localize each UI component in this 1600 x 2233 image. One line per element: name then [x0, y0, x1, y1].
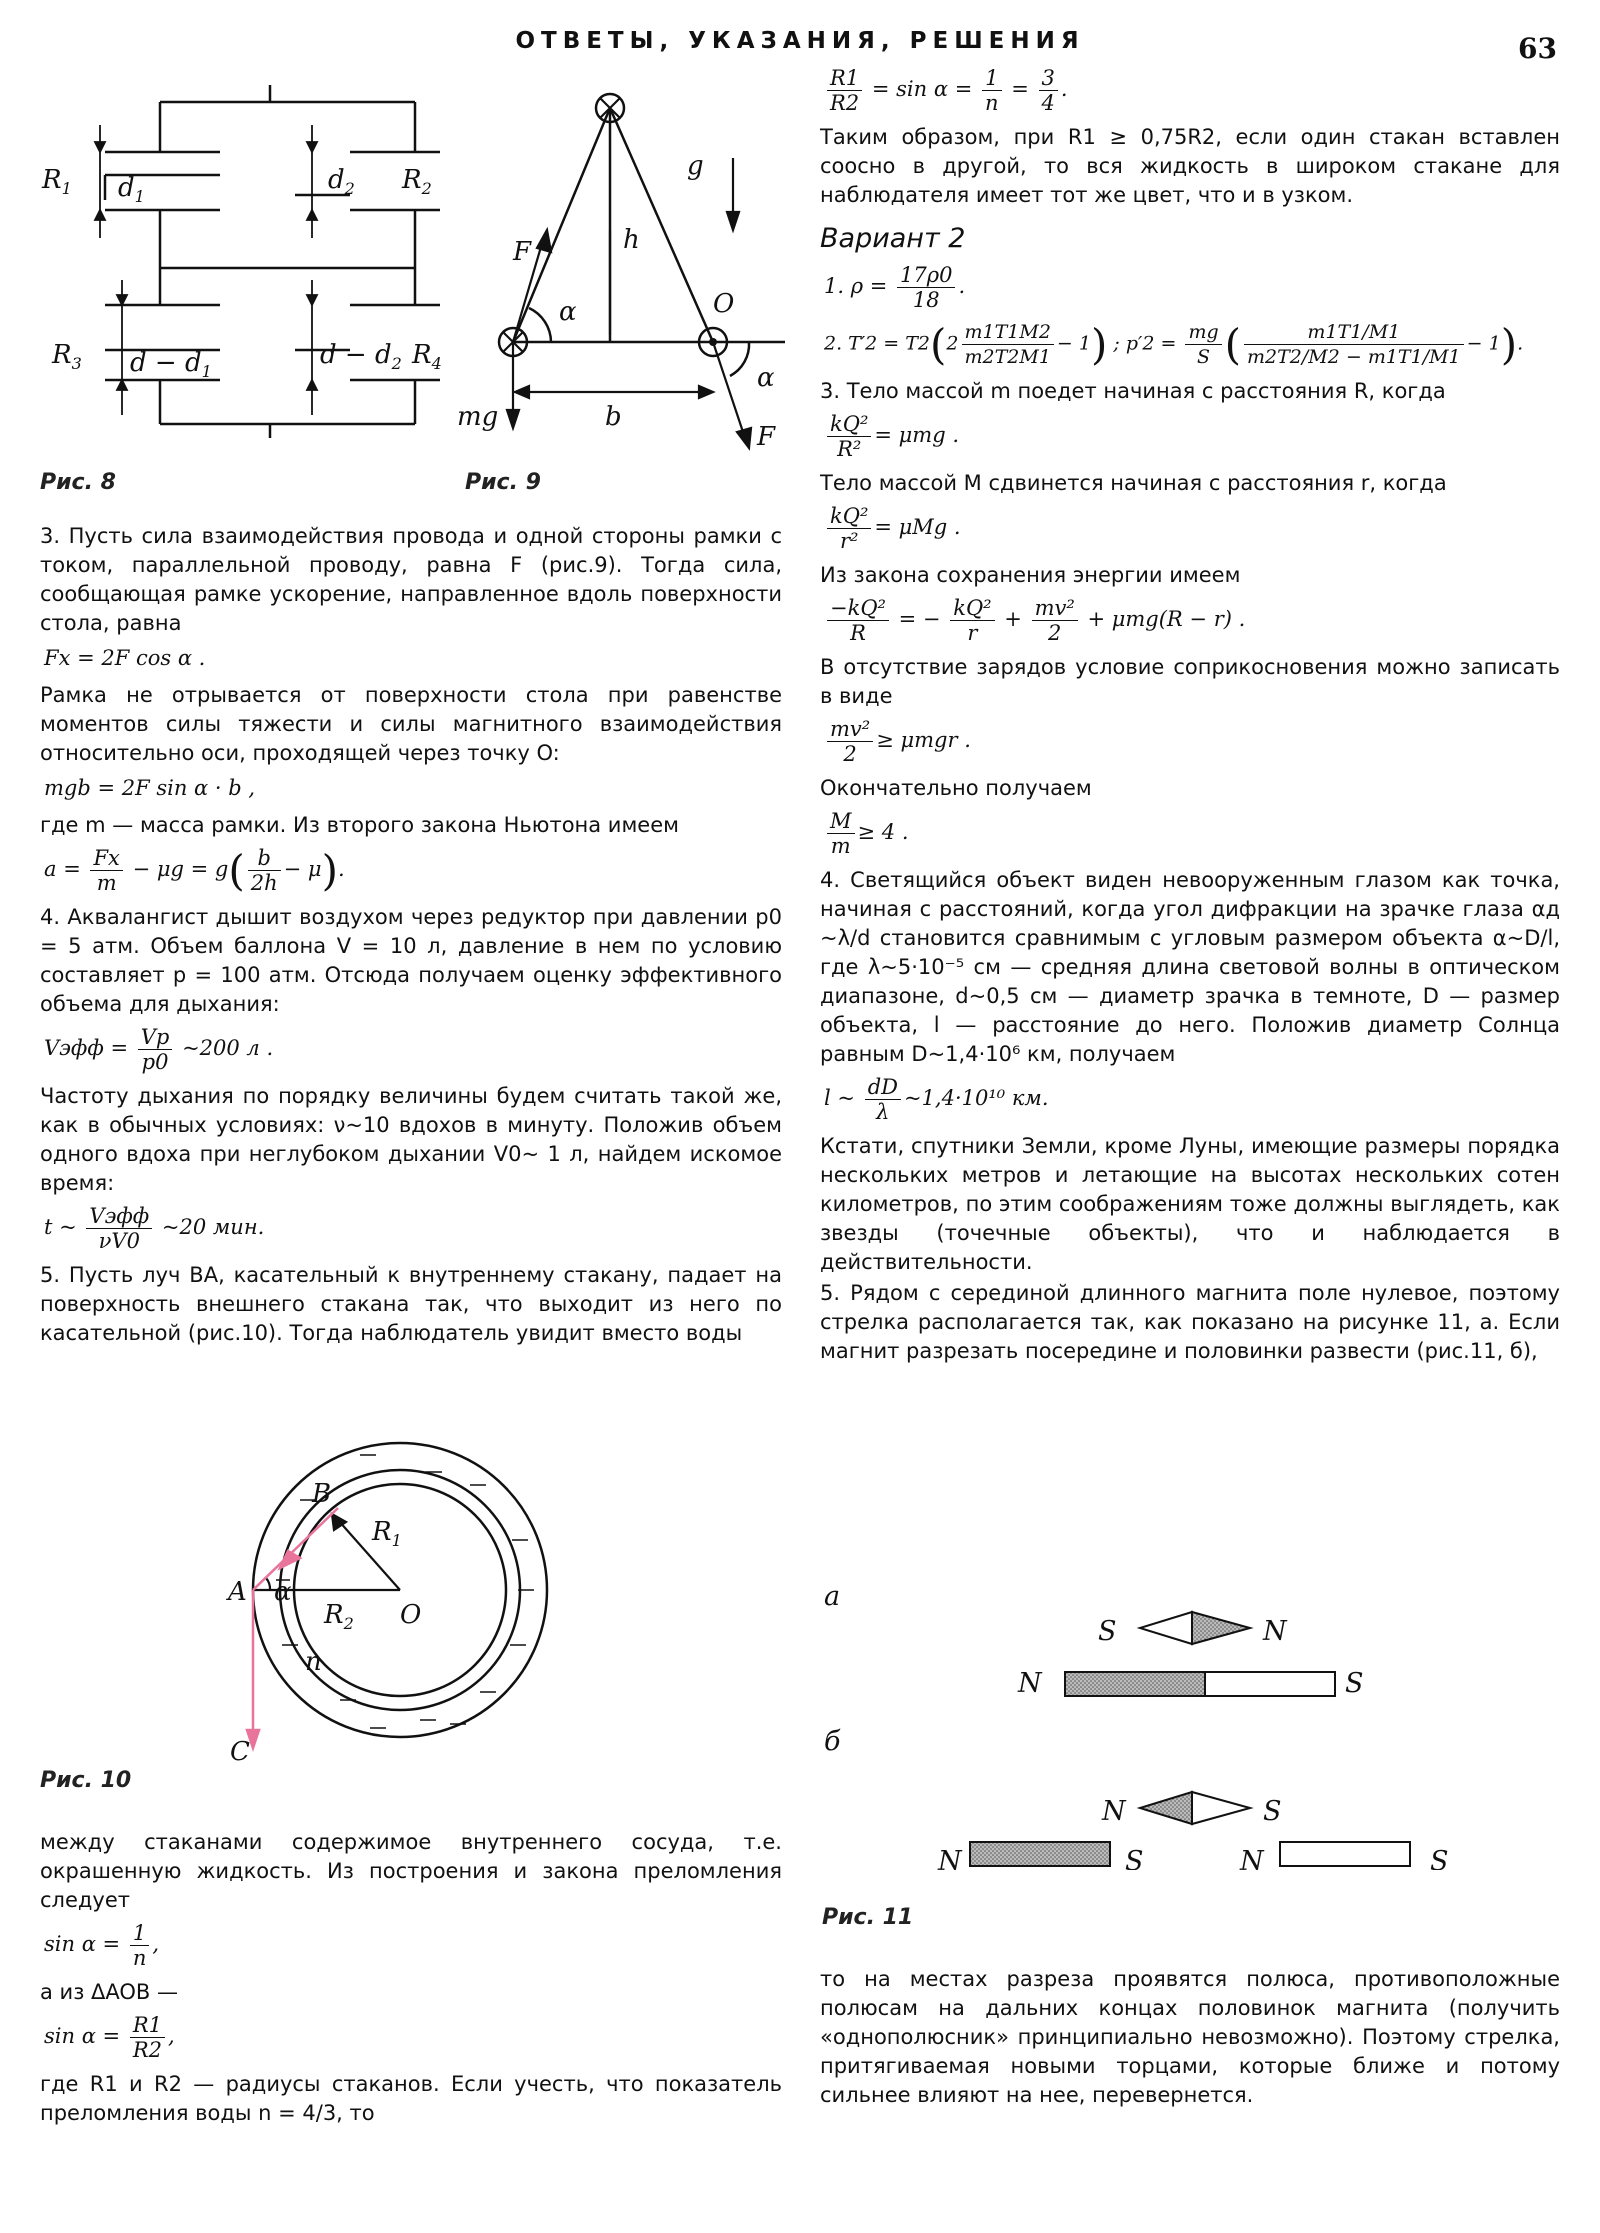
- part-a-label: а: [824, 1581, 841, 1612]
- magnet-a-right-half: [1205, 1672, 1335, 1696]
- needle-b-S: S: [1263, 1796, 1282, 1827]
- needle-a-shaded: [1192, 1612, 1250, 1644]
- magnet-b-left: [970, 1842, 1110, 1866]
- solution-5-conclusion: Таким образом, при R1 ≥ 0,75R2, если один стакан вставлен соосно в другой, то вся жидкость в широком стакане для наблюдателя имеет тот же цвет, что и в узком.: [820, 125, 1560, 207]
- solution-4: 4. Аквалангист дышит воздухом через редуктор при давлении p0 = 5 атм. Объем баллона V = 10 л, давление в нем по условию составляет p = 100 атм. Отсюда получаем оценку эффективного объема для дыхания:: [40, 905, 782, 1016]
- formula-v-eff: Vэфф = $\frac{Vp}{p0}$ ~200 л .: [44, 1025, 274, 1074]
- formula-ratio: $\frac{R1}{R2}$ = sin α = $\frac{1}{n}$ = $\frac{3}{4}$ .: [824, 66, 1560, 115]
- answer-3-mass-m: Тело массой M сдвинется начиная с расстояния r, когда: [820, 471, 1447, 495]
- caption-fig11: Рис. 11: [822, 1905, 914, 1930]
- label-b: b: [605, 402, 622, 432]
- solution-5-radii: где R1 и R2 — радиусы стаканов. Если учесть, что показатель преломления воды n = 4/3, то: [40, 2072, 782, 2125]
- label-A: A: [228, 1577, 247, 1607]
- magnet-a-S: S: [1345, 1668, 1364, 1699]
- label-B: B: [312, 1479, 332, 1509]
- answer-3-energy: Из закона сохранения энергии имеем: [820, 563, 1241, 587]
- caption-fig8: Рис. 8: [40, 470, 116, 495]
- formula-mass-ratio: $\frac{M}{m}$ ≥ 4 .: [824, 809, 1560, 858]
- label-C: C: [230, 1737, 250, 1767]
- needle-a-S: S: [1098, 1616, 1117, 1647]
- label-R1: $R_1$: [42, 165, 72, 198]
- label-R3: $R_3$: [52, 340, 82, 373]
- label-O: O: [713, 289, 735, 319]
- answer-3-intro: 3. Тело массой m поедет начиная с расстояния R, когда: [820, 379, 1446, 403]
- solution-3: 3. Пусть сила взаимодействия провода и одной стороны рамки с током, параллельной проводу, равна F (рис.9). Тогда сила, сообщающая рамке ускорение, направленное вдоль поверхности стола, равна: [40, 524, 782, 635]
- answer-5-conclusion: то на местах разреза проявятся полюса, противоположные полюсам на дальних концах половинок магнита (получить «однополюсник» принципиально невозможно). Поэтому стрелка, притягиваемая новыми торцами, которые ближе и потому сильнее влияют на нее, перевернется.: [820, 1967, 1560, 2107]
- label-d2: $d_2$: [328, 165, 355, 198]
- page-number: 63: [1518, 32, 1557, 65]
- answer-3-final: Окончательно получаем: [820, 776, 1092, 800]
- figure-11-magnets: [820, 1570, 1560, 1870]
- formula-sin-n: sin α = $\frac{1}{n}$ ,: [44, 1921, 160, 1970]
- label-d1: $d_1$: [118, 173, 145, 206]
- answer-4-satellites: Кстати, спутники Земли, кроме Луны, имеющие размеры порядка нескольких метров и летающие на высотах нескольких сотен километров, по этим соображениям тоже должны выглядеть, как звезды (точечные объекты), что и наблюдается в действительности.: [820, 1134, 1560, 1274]
- answer-2: 2. T′2 = T2(2 $\frac{m1T1M2}{m2T2M1}$ − 1) ; p′2 = $\frac{mg}{S}$ ( $\frac{m1T1/M1}{m2T2/M2 - m1T1/M1}$ − 1).: [824, 320, 1524, 369]
- label-h: h: [623, 225, 640, 255]
- label-O: O: [400, 1600, 422, 1630]
- variant-2-heading: Вариант 2: [820, 223, 966, 254]
- part-b-label: б: [824, 1726, 841, 1757]
- needle-b-N: N: [1102, 1796, 1126, 1827]
- label-d-minus-d2: $d - d_2$: [320, 340, 402, 373]
- label-mg: mg: [457, 402, 499, 432]
- label-d-minus-d1: $d - d_1$: [130, 348, 212, 381]
- magnet-b-left-N: N: [938, 1846, 962, 1870]
- magnet-b-right: [1280, 1842, 1410, 1866]
- caption-fig9: Рис. 9: [465, 470, 541, 495]
- answer-3-contact: В отсутствие зарядов условие соприкосновения можно записать в виде: [820, 655, 1560, 708]
- needle-b-white: [1192, 1792, 1250, 1824]
- formula-acceleration: a = $\frac{Fx}{m}$ − μg = g( $\frac{b}{2h}$ − μ).: [44, 846, 345, 895]
- right-column-bottom: [820, 1965, 1560, 2112]
- solution-4-breathing: Частоту дыхания по порядку величины будем считать такой же, как в обычных условиях: ν~10 вдохов в минуту. Положив объем одного вдоха при неглубоком дыхании V0~ 1 л, найдем искомое время:: [40, 1084, 782, 1195]
- formula-distance: l ~ $\frac{dD}{\lambda}$ ~1,4·10¹⁰ км.: [824, 1075, 1049, 1124]
- caption-fig10: Рис. 10: [40, 1768, 132, 1793]
- formula-fx: Fx = 2F cos α .: [44, 646, 206, 670]
- left-column-top: [40, 522, 782, 1350]
- running-header: ОТВЕТЫ, УКАЗАНИЯ, РЕШЕНИЯ: [515, 28, 1085, 54]
- label-g: g: [687, 151, 704, 181]
- solution-3-newton: где m — масса рамки. Из второго закона Ньютона имеем: [40, 813, 679, 837]
- needle-b-shaded: [1140, 1792, 1192, 1824]
- figure-9-frame: [455, 80, 815, 460]
- solution-5-observer: между стаканами содержимое внутреннего сосуда, т.е. окрашенную жидкость. Из построения и закона преломления следует: [40, 1830, 782, 1912]
- figure-10-glasses: [220, 1430, 580, 1770]
- formula-kq-small-r: $\frac{\text{kQ²}}{\text{r²}}$ = μMg .: [824, 504, 1560, 553]
- solution-3-moment: Рамка не отрывается от поверхности стола при равенстве моментов силы тяжести и силы магнитного взаимодействия относительно оси, проходящей через точку O:: [40, 683, 782, 765]
- magnet-b-right-S: S: [1430, 1846, 1449, 1870]
- label-F-left: F: [513, 237, 532, 267]
- label-R4: $R_4$: [412, 340, 442, 373]
- label-R1: $R_1$: [372, 1517, 402, 1550]
- label-n: n: [305, 1647, 322, 1677]
- formula-kq-r: $\frac{\text{kQ²}}{\text{R²}}$ = μmg .: [824, 412, 1560, 461]
- formula-time: t ~ $\frac{\text{Vэфф}}{\nu V0}$ ~20 мин.: [44, 1204, 265, 1253]
- answer-4: 4. Светящийся объект виден невооруженным глазом как точка, начиная с расстояний, когда угол дифракции на зрачке глаза αд ~λ/d становится сравнимым с угловым размером объекта α~D/l, где λ~5·10⁻⁵ см — средняя длина световой волны в оптическом диапазоне, d~0,5 см — диаметр зрачка в темноте, D — размер объекта, l — расстояние до него. Положив диаметр Солнца равным D~1,4·10⁶ км, получаем: [820, 868, 1560, 1066]
- magnet-a-left-half: [1065, 1672, 1205, 1696]
- answer-1: 1. ρ = $\frac{17\rho 0}{18}$ .: [824, 263, 966, 312]
- magnet-a-N: N: [1018, 1668, 1042, 1699]
- right-column: [820, 66, 1560, 1368]
- formula-sin-r: sin α = $\frac{R1}{R2}$ ,: [44, 2013, 175, 2062]
- left-column-bottom: [40, 1828, 782, 2130]
- solution-5-triangle: а из ΔAOB —: [40, 1980, 179, 2004]
- needle-a-N: N: [1263, 1616, 1287, 1647]
- magnet-b-left-S: S: [1125, 1846, 1144, 1870]
- label-alpha: α: [274, 1577, 292, 1607]
- needle-a-white: [1140, 1612, 1192, 1644]
- label-R2: $R_2$: [324, 1600, 354, 1633]
- label-F-right: F: [757, 422, 776, 452]
- solution-5: 5. Пусть луч BA, касательный к внутреннему стакану, падает на поверхность внешнего стакана так, что выходит из него по касательной (рис.10). Тогда наблюдатель увидит вместо воды: [40, 1263, 782, 1345]
- figure-8-circuit: [30, 80, 450, 440]
- label-R2: $R_2$: [402, 165, 432, 198]
- formula-moment: mgb = 2F sin α · b ,: [44, 776, 256, 800]
- label-alpha-right: α: [757, 363, 775, 393]
- label-alpha-left: α: [559, 297, 577, 327]
- magnet-b-right-N: N: [1240, 1846, 1264, 1870]
- formula-contact: $\frac{\text{mv²}}{2}$ ≥ μmgr .: [824, 717, 1560, 766]
- answer-5: 5. Рядом с серединой длинного магнита поле нулевое, поэтому стрелка располагается так, как показано на рисунке 11, а. Если магнит разрезать посередине и половинки развести (рис.11, б),: [820, 1281, 1560, 1363]
- formula-energy: $\frac{\text{−kQ²}}{R}$ = − $\frac{\text{kQ²}}{r}$ + $\frac{\text{mv²}}{2}$ + μmg(R − r) .: [824, 596, 1560, 645]
